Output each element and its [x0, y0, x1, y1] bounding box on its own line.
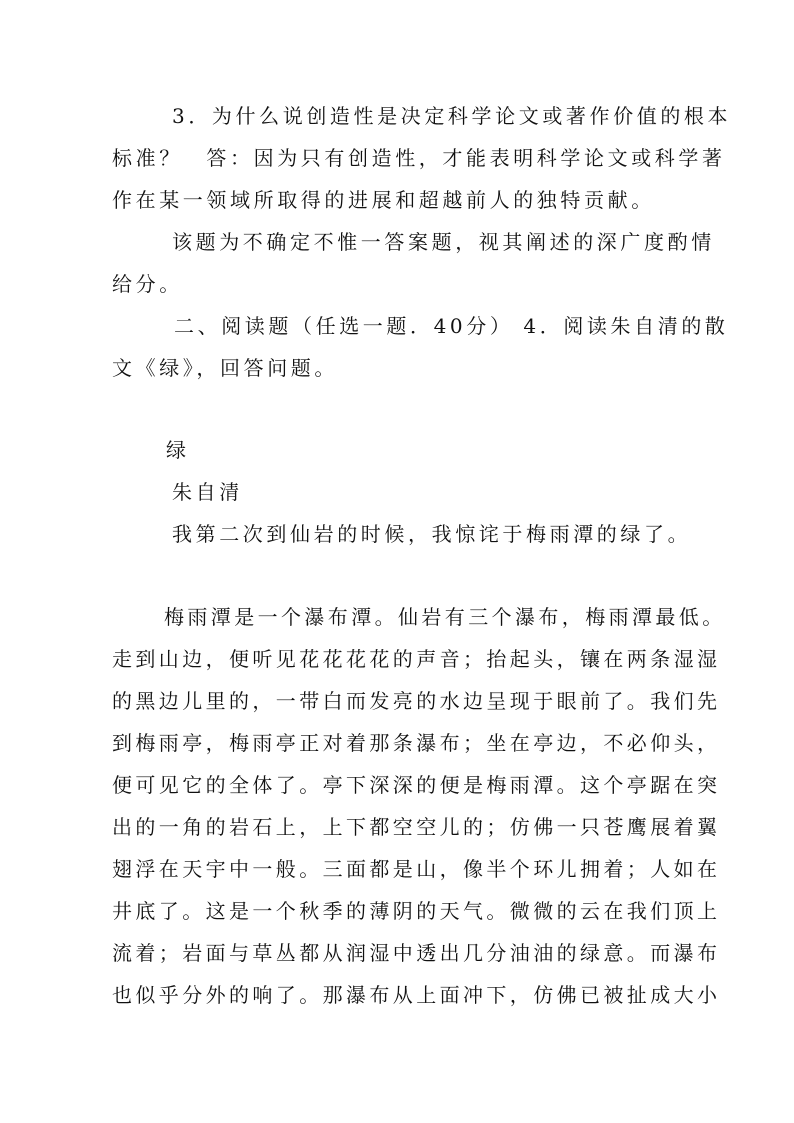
question3-line-2: 标准？ 答：因为只有创造性，才能表明科学论文或科学著 — [112, 146, 726, 170]
essay-body-line: 井底了。这是一个秋季的薄阴的天气。微微的云在我们顶上 — [112, 899, 721, 923]
question3-line-1: 3．为什么说创造性是决定科学论文或著作价值的根本 — [172, 104, 732, 128]
essay-intro: 我第二次到仙岩的时候，我惊诧于梅雨潭的绿了。 — [172, 522, 692, 546]
essay-body-line: 也似乎分外的响了。那瀑布从上面冲下，仿佛已被扯成大小 — [112, 983, 721, 1007]
essay-body-line: 出的一角的岩石上，上下都空空儿的；仿佛一只苍鹰展着翼 — [112, 815, 721, 839]
essay-body-line: 翅浮在天宇中一般。三面都是山，像半个环儿拥着；人如在 — [112, 857, 721, 881]
essay-body-line: 到梅雨亭，梅雨亭正对着那条瀑布；坐在亭边，不必仰头， — [112, 731, 721, 755]
essay-body-line: 梅雨潭是一个瀑布潭。仙岩有三个瀑布，梅雨潭最低。 — [164, 605, 726, 629]
essay-body-line: 走到山边，便听见花花花花的声音；抬起头，镶在两条湿湿 — [112, 647, 721, 671]
section2-line-2: 文《绿》，回答问题。 — [112, 356, 338, 380]
essay-title: 绿 — [166, 438, 190, 462]
section2-line-1: 二、阅读题（任选一题．40分） 4．阅读朱自清的散 — [174, 314, 729, 338]
essay-body-line: 流着；岩面与草丛都从润湿中透出几分油油的绿意。而瀑布 — [112, 941, 721, 965]
question3-line-4: 该题为不确定不惟一答案题，视其阐述的深广度酌情 — [172, 230, 715, 254]
essay-body-line: 的黑边儿里的，一带白而发亮的水边呈现于眼前了。我们先 — [112, 689, 721, 713]
essay-author: 朱自清 — [172, 480, 243, 504]
question3-line-3: 作在某一领域所取得的进展和超越前人的独特贡献。 — [112, 188, 655, 212]
question3-line-5: 给分。 — [112, 272, 183, 296]
essay-body-line: 便可见它的全体了。亭下深深的便是梅雨潭。这个亭踞在突 — [112, 773, 721, 797]
